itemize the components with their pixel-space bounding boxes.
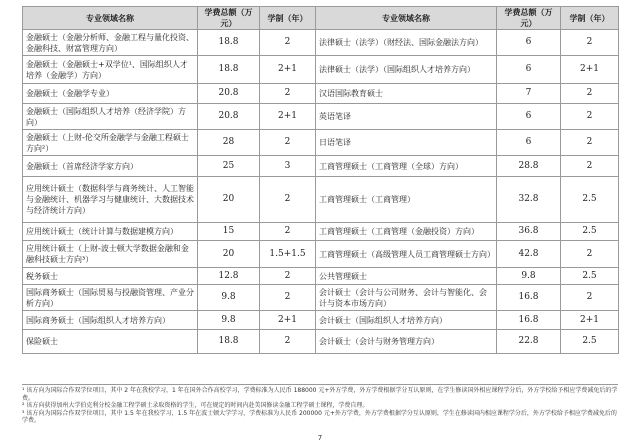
major-name-cell: 法律硕士（法学）（财经法、国际金融法方向） xyxy=(316,30,497,56)
fee-cell: 18.8 xyxy=(198,330,260,354)
duration-cell: 2 xyxy=(561,285,619,311)
duration-cell: 2+1 xyxy=(260,56,316,84)
fee-cell: 28 xyxy=(198,130,260,156)
duration-cell: 2 xyxy=(260,84,316,104)
footnote: ¹ 该方向为国际合作双学位项目，其中 2 年在我校学习，1 年在国外合作高校学习，学费标准为人民币 188000 元+外方学费，外方学费根据学分互认原则，在学生修读国外相应课程学分后，外方学校给予相应学费减免后的学费。 xyxy=(22,387,618,402)
duration-cell: 2 xyxy=(561,30,619,56)
fee-cell: 9.8 xyxy=(497,268,561,285)
table-row xyxy=(23,30,619,56)
duration-cell: 2 xyxy=(260,177,316,223)
header-major-name: 专业领域名称 xyxy=(23,7,198,30)
header-duration: 学制（年） xyxy=(260,7,316,30)
table-row xyxy=(23,156,619,177)
duration-cell: 1.5+1.5 xyxy=(260,241,316,268)
fee-cell: 36.8 xyxy=(497,223,561,241)
duration-cell: 2 xyxy=(561,156,619,177)
table-header-row xyxy=(23,7,619,30)
table-row xyxy=(23,130,619,156)
fee-cell: 20.8 xyxy=(198,104,260,130)
fee-cell: 6 xyxy=(497,104,561,130)
major-name-cell: 工商管理硕士（工商管理（全球）方向） xyxy=(316,156,497,177)
duration-cell: 2 xyxy=(561,104,619,130)
duration-cell: 2.5 xyxy=(561,330,619,354)
duration-cell: 2 xyxy=(260,330,316,354)
major-name-cell: 金融硕士（金融硕士+双学位¹、国际组织人才培养（金融学）方向） xyxy=(23,56,198,84)
major-name-cell: 保险硕士 xyxy=(23,330,198,354)
duration-cell: 2+1 xyxy=(561,311,619,330)
table-row xyxy=(23,268,619,285)
header-major-name: 专业领域名称 xyxy=(316,7,497,30)
duration-cell: 2 xyxy=(561,84,619,104)
table-row xyxy=(23,177,619,223)
major-name-cell: 会计硕士（会计与公司财务、会计与智能化、会计与资本市场方向） xyxy=(316,285,497,311)
fee-cell: 32.8 xyxy=(497,177,561,223)
tuition-table xyxy=(22,6,619,354)
duration-cell: 2 xyxy=(260,223,316,241)
footnote: ³ 该方向为国际合作双学位项目，其中 1.5 年在我校学习，1.5 年在波士顿大学学习，学费标准为人民币 200000 元+外方学费，外方学费根据学分互认原则，学生在修读国内相应课程学分后，外方学校给予相应学费减免后的学费。 xyxy=(22,409,617,425)
header-duration: 学制（年） xyxy=(561,7,619,30)
major-name-cell: 国际商务硕士（国际贸易与投融资管理、产业分析方向） xyxy=(23,285,198,311)
table-row xyxy=(23,104,619,130)
table-row xyxy=(23,330,619,354)
duration-cell: 2 xyxy=(260,285,316,311)
fee-cell: 42.8 xyxy=(497,241,561,268)
fee-cell: 12.8 xyxy=(198,268,260,285)
header-total-fee: 学费总额（万元） xyxy=(497,7,561,30)
major-name-cell: 税务硕士 xyxy=(23,268,198,285)
table-row xyxy=(23,56,619,84)
duration-cell: 3 xyxy=(260,156,316,177)
fee-cell: 25 xyxy=(198,156,260,177)
major-name-cell: 会计硕士（国际组织人才培养方向） xyxy=(316,311,497,330)
fee-cell: 20 xyxy=(198,241,260,268)
page-number: 7 xyxy=(317,434,323,442)
duration-cell: 2+1 xyxy=(260,104,316,130)
fee-cell: 7 xyxy=(497,84,561,104)
fee-cell: 6 xyxy=(497,130,561,156)
duration-cell: 2.5 xyxy=(561,223,619,241)
major-name-cell: 日语笔译 xyxy=(316,130,497,156)
duration-cell: 2 xyxy=(260,130,316,156)
fee-cell: 16.8 xyxy=(497,311,561,330)
footnotes xyxy=(22,384,618,425)
major-name-cell: 汉语国际教育硕士 xyxy=(316,84,497,104)
fee-cell: 28.8 xyxy=(497,156,561,177)
major-name-cell: 应用统计硕士（统计计算与数据建模方向） xyxy=(23,223,198,241)
major-name-cell: 英语笔译 xyxy=(316,104,497,130)
major-name-cell: 公共管理硕士 xyxy=(316,268,497,285)
fee-cell: 16.8 xyxy=(497,285,561,311)
duration-cell: 2+1 xyxy=(260,311,316,330)
fee-cell: 20 xyxy=(198,177,260,223)
major-name-cell: 金融硕士（国际组织人才培养（经济学院）方向） xyxy=(23,104,198,130)
major-name-cell: 金融硕士（首席经济学家方向） xyxy=(23,156,198,177)
duration-cell: 2.5 xyxy=(561,177,619,223)
major-name-cell: 金融硕士（金融分析师、金融工程与量化投资、金融科技、财富管理方向） xyxy=(23,30,198,56)
major-name-cell: 法律硕士（法学）（国际组织人才培养方向） xyxy=(316,56,497,84)
major-name-cell: 工商管理硕士（工商管理） xyxy=(316,177,497,223)
duration-cell: 2 xyxy=(260,30,316,56)
major-name-cell: 工商管理硕士（高级管理人员工商管理硕士方向） xyxy=(316,241,497,268)
fee-cell: 18.8 xyxy=(198,56,260,84)
major-name-cell: 工商管理硕士（工商管理（金融投资）方向） xyxy=(316,223,497,241)
table-row xyxy=(23,241,619,268)
duration-cell: 2 xyxy=(260,268,316,285)
duration-cell: 2+1 xyxy=(561,56,619,84)
table-row xyxy=(23,223,619,241)
major-name-cell: 应用统计硕士（上财-波士顿大学数据金融和金融科技硕士方向³） xyxy=(23,241,198,268)
duration-cell: 2 xyxy=(561,241,619,268)
major-name-cell: 金融硕士（上财-伦交所金融学与金融工程硕士方向²） xyxy=(23,130,198,156)
duration-cell: 2.5 xyxy=(561,268,619,285)
major-name-cell: 国际商务硕士（国际组织人才培养方向） xyxy=(23,311,198,330)
fee-cell: 6 xyxy=(497,30,561,56)
fee-cell: 22.8 xyxy=(497,330,561,354)
fee-cell: 9.8 xyxy=(198,311,260,330)
major-name-cell: 会计硕士（会计与财务管理方向） xyxy=(316,330,497,354)
table-row xyxy=(23,285,619,311)
footnote: ² 该方向获得加州大学伯克利分校金融工程学硕士录取资格的学生，可在规定的时间内赴美国修读金融工程学硕士课程，学费自理。 xyxy=(22,402,369,410)
major-name-cell: 金融硕士（金融学专业） xyxy=(23,84,198,104)
fee-cell: 6 xyxy=(497,56,561,84)
fee-cell: 18.8 xyxy=(198,30,260,56)
fee-cell: 20.8 xyxy=(198,84,260,104)
fee-cell: 9.8 xyxy=(198,285,260,311)
table-row xyxy=(23,311,619,330)
table-row xyxy=(23,84,619,104)
fee-cell: 15 xyxy=(198,223,260,241)
header-total-fee: 学费总额（万元） xyxy=(198,7,260,30)
major-name-cell: 应用统计硕士（数据科学与商务统计、人工智能与金融统计、机器学习与健康统计、大数据技术与经济统计方向） xyxy=(23,177,198,223)
duration-cell: 2 xyxy=(561,130,619,156)
